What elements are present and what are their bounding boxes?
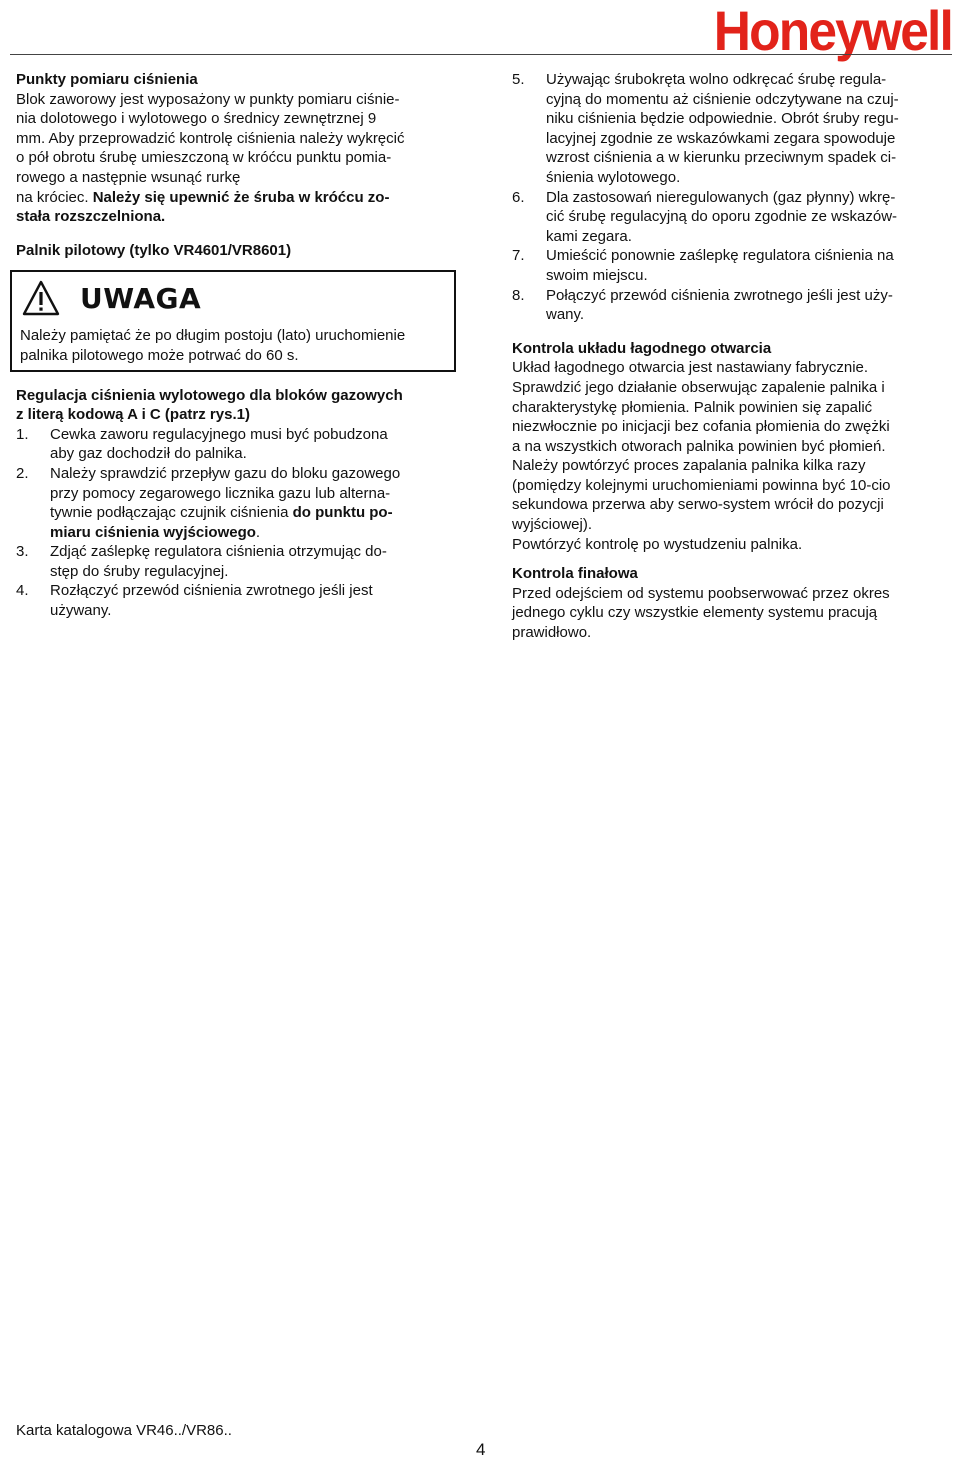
header-divider <box>10 54 952 55</box>
step-text: Używając śrubokręta wolno odkręcać śrubę regula- <box>546 71 887 88</box>
step-text: cyjną do momentu aż ciśnienie odczytywane na czuj- <box>546 90 899 108</box>
step-plain-text: tywnie podłączając czujnik ciśnienia <box>50 504 293 522</box>
pressure-line <box>16 188 458 208</box>
soft-opening-line: charakterystykę płomienia. Palnik powinien się zapalić <box>512 398 873 416</box>
final-check-line: jednego cyklu czy wszystkie elementy systemu pracują <box>512 604 878 622</box>
soft-opening-line: Powtórzyć kontrolę po wystudzeniu palnika. <box>512 535 803 553</box>
step-text: cić śrubę regulacyjną do oporu zgodnie ze wskazów- <box>546 208 898 226</box>
list-item <box>512 286 944 325</box>
soft-opening-line: Układ łagodnego otwarcia jest nastawiany fabrycznie. <box>512 359 869 377</box>
step-text: lacyjnej zgodnie ze wskazówkami zegara spowoduje <box>546 129 896 147</box>
soft-opening-line: Należy powtórzyć proces zapalania palnika kilka razy <box>512 457 866 475</box>
step-bold-text: do punktu po- <box>292 504 393 522</box>
list-item <box>512 246 944 285</box>
soft-opening-line: niezwłocznie po inicjacji bez cofania płomienia do zwężki <box>512 418 890 436</box>
step-text: przy pomocy zegarowego licznika gazu lub alterna- <box>50 484 391 502</box>
final-check-heading: Kontrola finałowa <box>512 565 638 583</box>
step-text: swoim miejscu. <box>546 266 648 284</box>
step-text: niku ciśnienia będzie odpowiednie. Obrót śruby regu- <box>546 110 899 128</box>
step-number: 8. <box>512 286 525 304</box>
right-column <box>512 70 944 643</box>
step-text: Cewka zaworu regulacyjnego musi być pobudzona <box>50 425 388 443</box>
soft-opening-line: sekundowa przerwa aby serwo-system wrócił do pozycji <box>512 496 884 514</box>
left-column <box>16 70 458 621</box>
pressure-line: o pół obrotu śrubę umieszczoną w króćcu punktu pomia- <box>16 149 392 167</box>
list-item <box>16 542 458 581</box>
step-text: kami zegara. <box>546 227 632 245</box>
warning-text: Należy pamiętać że po długim postoju (lato) uruchomienie <box>20 327 406 345</box>
pressure-line: nia dolotowego i wylotowego o średnicy zewnętrznej 9 <box>16 110 377 128</box>
step-text <box>50 523 400 543</box>
soft-opening-line: a na wszystkich otworach palnika powinien być płomień. <box>512 437 886 455</box>
regulation-steps-left <box>16 425 458 621</box>
honeywell-logo: Honeywell <box>713 0 952 62</box>
regulation-heading: Regulacja ciśnienia wylotowego dla bloków gazowych <box>16 386 403 404</box>
step-text: Dla zastosowań nieregulowanych (gaz płynny) wkrę- <box>546 188 896 206</box>
step-number: 5. <box>512 71 525 88</box>
regulation-steps-right <box>512 70 944 325</box>
soft-opening-line: (pomiędzy kolejnymi uruchomieniami powinna być 10-cio <box>512 476 891 494</box>
warning-title: UWAGA <box>80 281 202 315</box>
soft-opening-line: Sprawdzić jego działanie obserwując zapalenie palnika i <box>512 378 885 396</box>
step-text: śnienia wylotowego. <box>546 168 681 186</box>
step-text: używany. <box>50 602 112 620</box>
step-number: 1. <box>16 425 29 443</box>
step-text: aby gaz dochodził do palnika. <box>50 445 247 463</box>
step-text <box>50 503 400 523</box>
step-text: Połączyć przewód ciśnienia zwrotnego jeśli jest uży- <box>546 286 893 304</box>
warning-text: palnika pilotowego może potrwać do 60 s. <box>20 346 299 364</box>
pressure-line: mm. Aby przeprowadzić kontrolę ciśnienia należy wykręcić <box>16 129 405 147</box>
pressure-note-bold: Należy się upewnić że śruba w króćcu zo- <box>92 188 390 206</box>
step-text: Należy sprawdzić przepływ gazu do bloku gazowego <box>50 464 401 482</box>
list-item <box>16 464 458 542</box>
step-text: wzrost ciśnienia a w kierunku przeciwnym spadek ci- <box>546 149 897 167</box>
final-check-line: Przed odejściem od systemu poobserwować przez okres <box>512 584 890 602</box>
list-item <box>16 581 458 620</box>
pressure-points-heading: Punkty pomiaru ciśnienia <box>16 71 198 88</box>
pressure-line: Blok zaworowy jest wyposażony w punkty pomiaru ciśnie- <box>16 90 400 108</box>
soft-opening-heading: Kontrola układu łagodnego otwarcia <box>512 339 772 357</box>
final-check-line: prawidłowo. <box>512 624 592 642</box>
step-text: wany. <box>546 306 585 324</box>
step-number: 3. <box>16 543 29 561</box>
step-plain-text: . <box>255 523 261 541</box>
list-item <box>16 425 458 464</box>
warning-header <box>20 276 448 320</box>
warning-box <box>10 270 456 371</box>
regulation-heading: z literą kodową A i C (patrz rys.1) <box>16 406 250 424</box>
step-bold-text: miaru ciśnienia wyjściowego <box>50 523 256 541</box>
warning-triangle-icon <box>22 280 60 316</box>
pressure-plain-text: na króciec. <box>16 188 93 206</box>
step-text: Umieścić ponownie zaślepkę regulatora ciśnienia na <box>546 247 894 265</box>
step-text: stęp do śruby regulacyjnej. <box>50 562 229 580</box>
list-item <box>512 70 944 188</box>
step-number: 2. <box>16 464 29 482</box>
step-number: 7. <box>512 247 525 265</box>
step-number: 6. <box>512 188 525 206</box>
pilot-burner-heading: Palnik pilotowy (tylko VR4601/VR8601) <box>16 241 292 259</box>
step-text: Zdjąć zaślepkę regulatora ciśnienia otrzymując do- <box>50 543 387 561</box>
step-text: Rozłączyć przewód ciśnienia zwrotnego jeśli jest <box>50 582 373 600</box>
list-item <box>512 188 944 247</box>
pressure-note-bold: stała rozszczelniona. <box>16 208 166 226</box>
step-number: 4. <box>16 582 29 600</box>
page-number: 4 <box>476 1440 486 1459</box>
pressure-line: rowego a następnie wsunąć rurkę <box>16 168 241 186</box>
footer-catalog-name: Karta katalogowa VR46../VR86.. <box>16 1422 232 1439</box>
soft-opening-line: wyjściowej). <box>512 516 593 534</box>
